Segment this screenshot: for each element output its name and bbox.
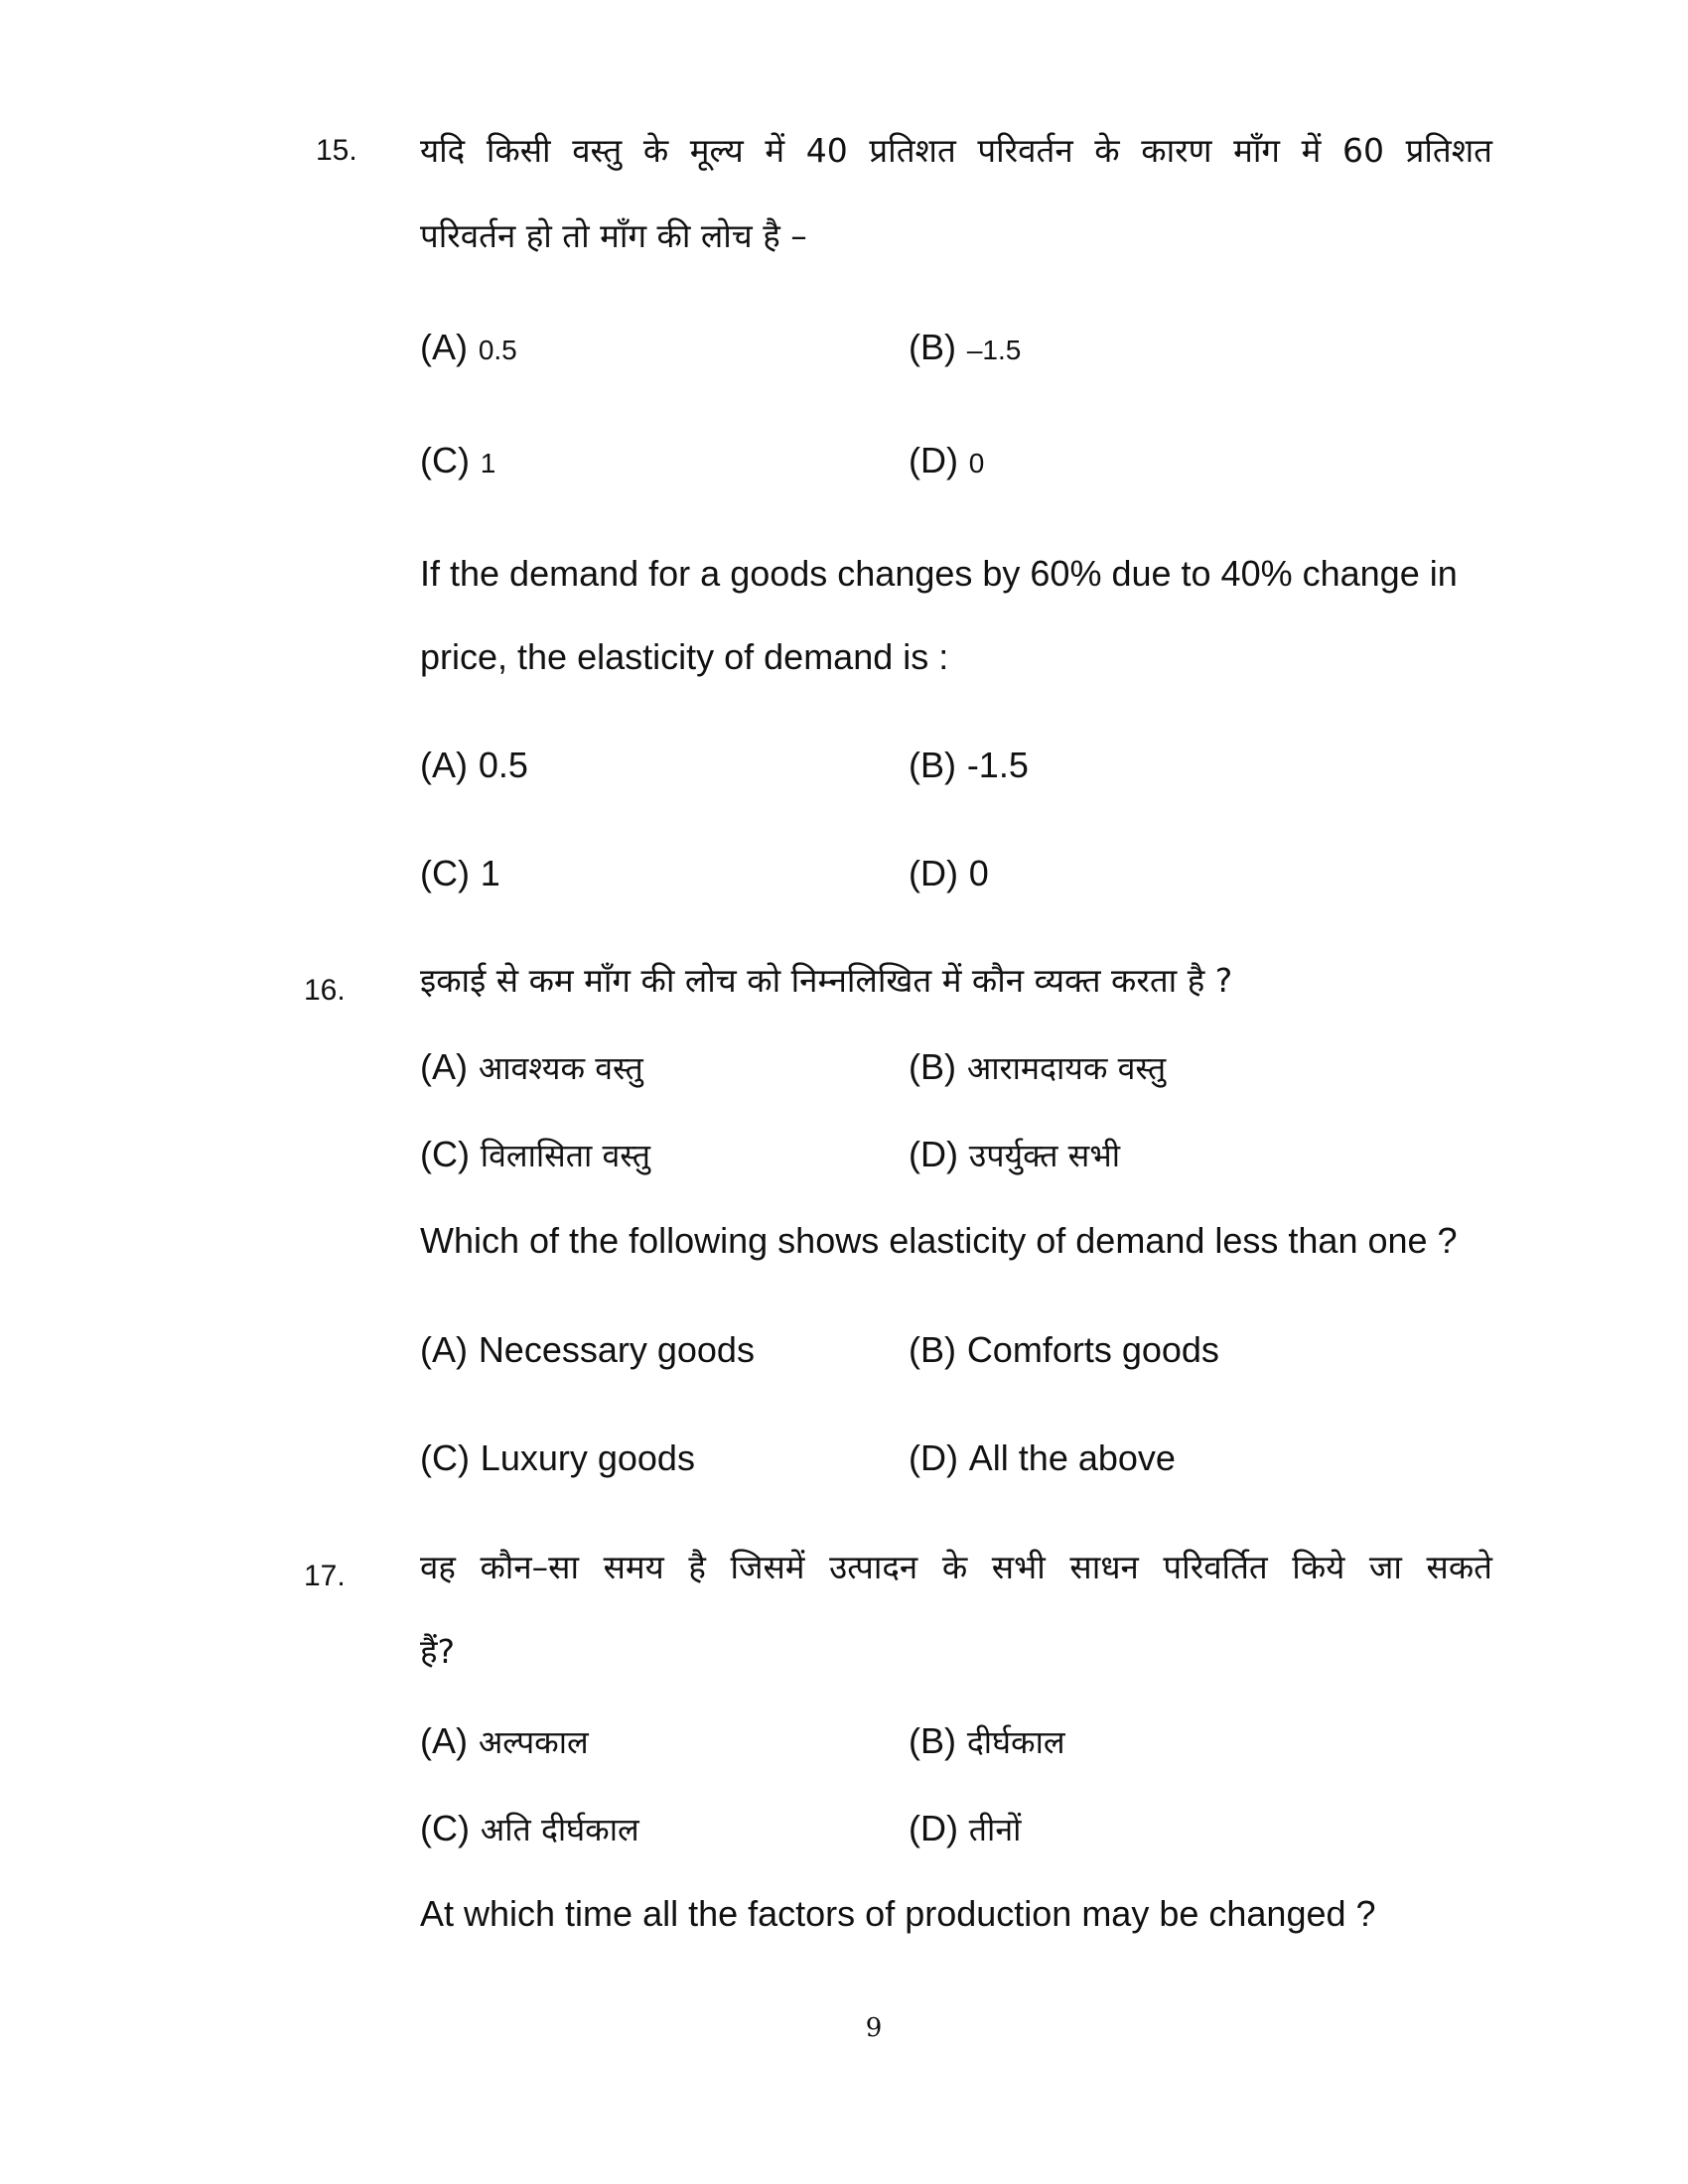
q15-english-option-b: (B) -1.5 xyxy=(909,745,1029,785)
question-15-hindi-line-2: परिवर्तन हो तो माँग की लोच है – xyxy=(420,216,807,255)
question-16-english-line-1: Which of the following shows elasticity of demand less than one ? xyxy=(420,1220,1458,1261)
page-number: 9 xyxy=(865,2013,883,2043)
q15-english-option-d: (D) 0 xyxy=(909,853,989,893)
q17-hindi-option-a: (A) अल्पकाल xyxy=(420,1720,589,1761)
q16-english-option-c: (C) Luxury goods xyxy=(420,1437,695,1478)
question-17-hindi-line-2: हैं? xyxy=(420,1632,456,1671)
q15-english-option-a: (A) 0.5 xyxy=(420,745,528,785)
question-17-number: 17. xyxy=(304,1560,346,1592)
q15-english-option-c: (C) 1 xyxy=(420,853,500,893)
q16-english-option-a: (A) Necessary goods xyxy=(420,1329,755,1370)
question-17-hindi-line-1: वह कौन–सा समय है जिसमें उत्पादन के सभी साधन परिवर्तित किये जा सकते xyxy=(420,1548,1492,1586)
q16-hindi-option-b: (B) आरामदायक वस्तु xyxy=(909,1046,1167,1087)
question-16-hindi-line-1: इकाई से कम माँग की लोच को निम्नलिखित में कौन व्यक्त करता है ? xyxy=(420,961,1233,1000)
q15-hindi-option-b: (B) –1.5 xyxy=(909,327,1022,367)
q15-hindi-option-c: (C) 1 xyxy=(420,440,496,480)
question-16-number: 16. xyxy=(304,974,346,1007)
q17-hindi-option-b: (B) दीर्घकाल xyxy=(909,1720,1065,1761)
q16-hindi-option-a: (A) आवश्यक वस्तु xyxy=(420,1046,643,1087)
q16-hindi-option-c: (C) विलासिता वस्तु xyxy=(420,1134,650,1174)
q15-hindi-option-a: (A) 0.5 xyxy=(420,327,517,367)
question-17-english-line-1: At which time all the factors of production may be changed ? xyxy=(420,1893,1376,1934)
q15-hindi-option-d: (D) 0 xyxy=(909,440,985,480)
question-15-english-line-1: If the demand for a goods changes by 60% due to 40% change in xyxy=(420,553,1458,594)
q16-english-option-d: (D) All the above xyxy=(909,1437,1176,1478)
question-15-number: 15. xyxy=(316,134,357,167)
question-15-hindi-line-1: यदि किसी वस्तु के मूल्य में 40 प्रतिशत परिवर्तन के कारण माँग में 60 प्रतिशत xyxy=(420,131,1492,170)
q16-hindi-option-d: (D) उपर्युक्त सभी xyxy=(909,1134,1121,1174)
q16-english-option-b: (B) Comforts goods xyxy=(909,1329,1219,1370)
q17-hindi-option-c: (C) अति दीर्घकाल xyxy=(420,1808,639,1848)
question-15-english-line-2: price, the elasticity of demand is : xyxy=(420,636,949,677)
q17-hindi-option-d: (D) तीनों xyxy=(909,1808,1022,1848)
